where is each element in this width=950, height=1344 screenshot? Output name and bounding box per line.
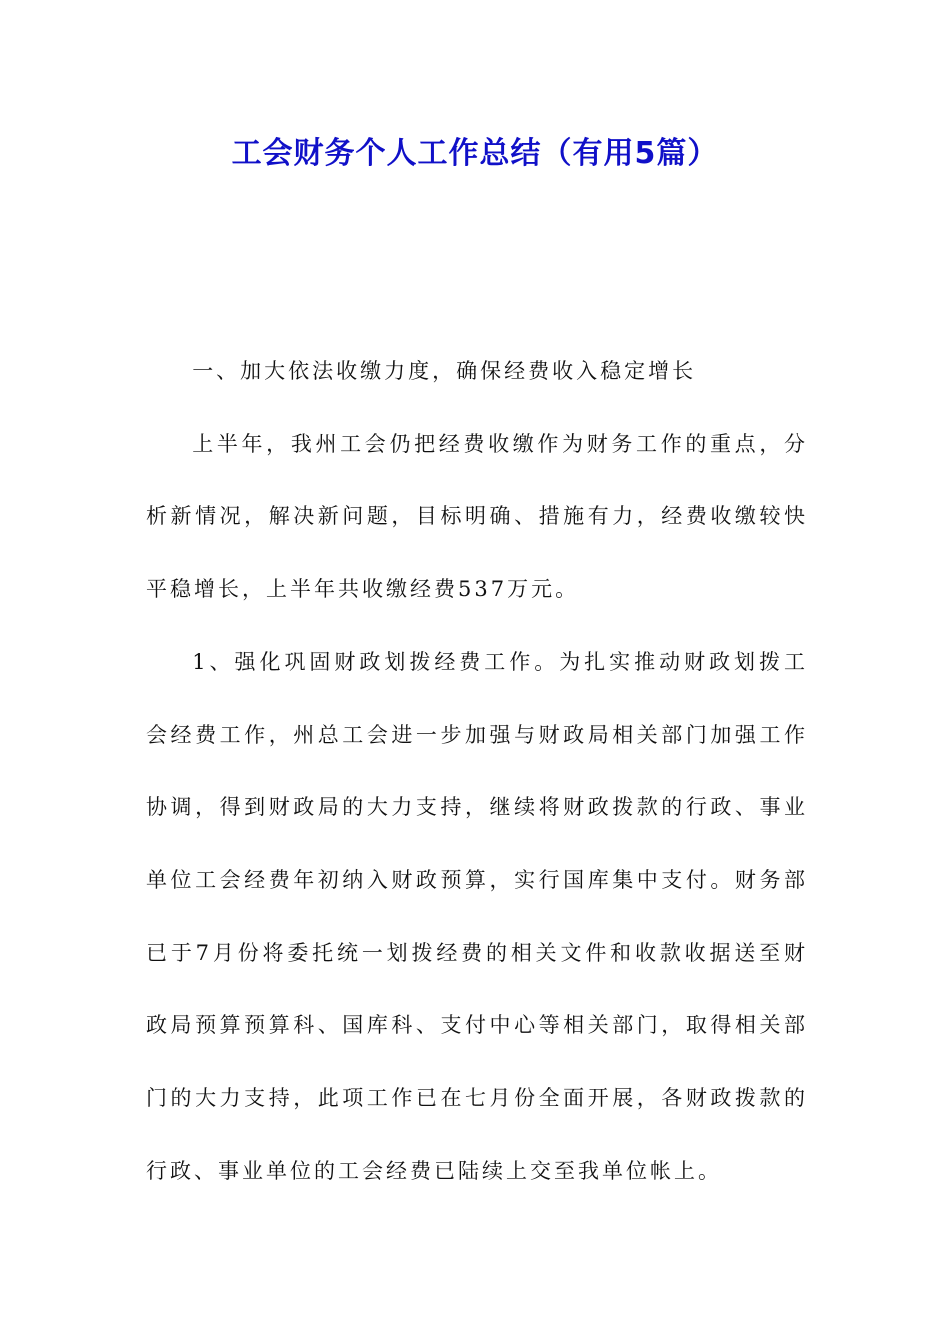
document-body [146,335,808,1207]
section-heading: 一、加大依法收缴力度，确保经费收入稳定增长 [192,359,697,383]
document-title: 工会财务个人工作总结（有用5篇） [231,136,719,171]
paragraph: 上半年，我州工会仍把经费收缴作为财务工作的重点，分析新情况，解决新问题，目标明确、措施有力，经费收缴较快平稳增长，上半年共收缴经费537万元。 [146,431,808,602]
paragraph: 1、强化巩固财政划拨经费工作。为扎实推动财政划拨工会经费工作，州总工会进一步加强与财政局相关部门加强工作协调，得到财政局的大力支持，继续将财政拨款的行政、事业单位工会经费年初纳入财政预算，实行国库集中支付。财务部已于7月份将委托统一划拨经费的相关文件和收款收据送至财政局预算预算科、国库科、支付中心等相关部门，取得相关部门的大力支持，此项工作已在七月份全面开展，各财政拨款的行政、事业单位的工会经费已陆续上交至我单位帐上。 [146,649,808,1183]
